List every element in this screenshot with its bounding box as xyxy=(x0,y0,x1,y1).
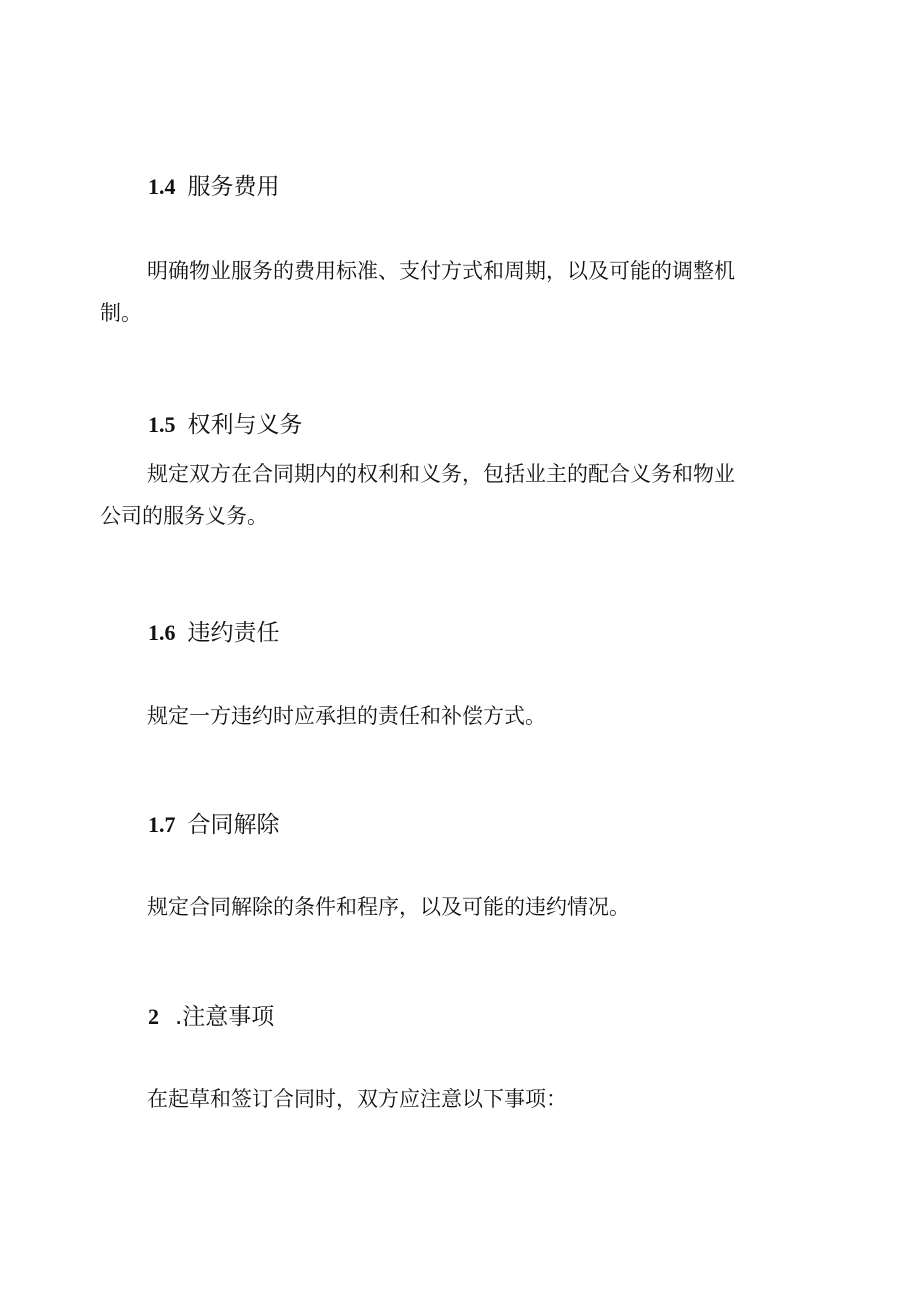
paragraph-line: 在起草和签订合同时，双方应注意以下事项： xyxy=(147,1087,567,1111)
paragraph-line: 规定合同解除的条件和程序，以及可能的违约情况。 xyxy=(147,895,630,919)
paragraph-line: 制。 xyxy=(100,301,142,325)
section-heading xyxy=(148,618,280,648)
paragraph-line: 公司的服务义务。 xyxy=(100,504,268,528)
section-paragraph xyxy=(100,886,630,928)
section-number: 1.5 xyxy=(148,412,176,437)
paragraph-line: 规定一方违约时应承担的责任和补偿方式。 xyxy=(147,704,546,728)
section-number: 1.4 xyxy=(148,174,176,199)
section-title: 服务费用 xyxy=(187,174,280,200)
section-heading xyxy=(148,172,280,202)
section-paragraph xyxy=(100,250,735,334)
section-heading xyxy=(148,810,280,840)
paragraph-line: 规定双方在合同期内的权利和义务，包括业主的配合义务和物业 xyxy=(147,462,735,486)
section-title: 违约责任 xyxy=(187,620,280,646)
section-number: 1.6 xyxy=(148,620,176,645)
section-paragraph xyxy=(100,453,735,537)
section-title: .注意事项 xyxy=(175,1004,275,1030)
paragraph-line: 明确物业服务的费用标准、支付方式和周期，以及可能的调整机 xyxy=(147,259,735,283)
section-paragraph xyxy=(100,1078,567,1120)
section-number: 2 xyxy=(148,1004,159,1029)
section-number: 1.7 xyxy=(148,812,176,837)
section-heading xyxy=(148,1002,274,1032)
section-paragraph xyxy=(100,695,546,737)
section-heading xyxy=(148,410,303,440)
section-title: 权利与义务 xyxy=(187,412,303,438)
section-title: 合同解除 xyxy=(187,812,280,838)
